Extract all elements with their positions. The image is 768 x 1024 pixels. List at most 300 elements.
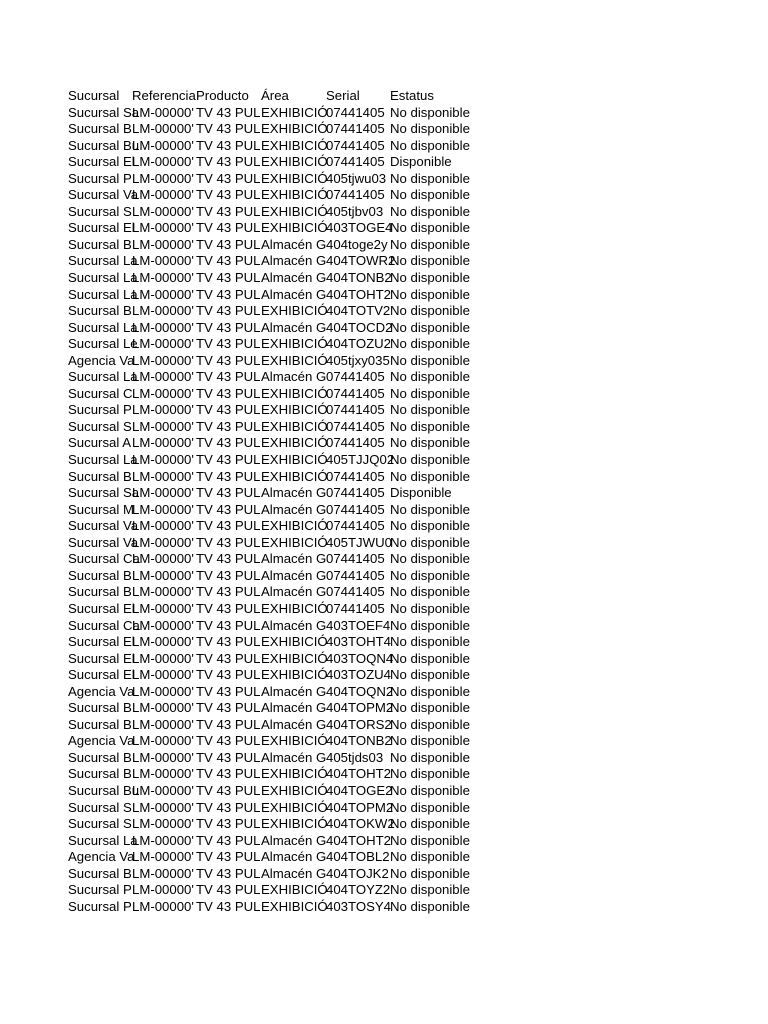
cell-sucursal: Sucursal P [68, 898, 132, 914]
cell-producto: TV 43 PUL [196, 782, 261, 798]
cell-producto: TV 43 PUL [196, 501, 261, 517]
cell-producto: TV 43 PUL [196, 584, 261, 600]
cell-producto: TV 43 PUL [196, 187, 261, 203]
cell-sucursal: Sucursal B [68, 303, 132, 319]
table-row [68, 303, 488, 320]
cell-area: EXHIBICIÓ [261, 650, 328, 666]
table-row [68, 419, 488, 436]
cell-serial: 405tjds03 [326, 749, 384, 765]
cell-sucursal: Agencia Va [68, 683, 135, 699]
cell-serial: 07441405 [326, 501, 385, 517]
cell-serial: 404toge2y [326, 236, 388, 252]
cell-sucursal: Sucursal S [68, 203, 132, 219]
cell-area: EXHIBICIÓ [261, 121, 328, 137]
cell-referencia: LM-00000' [132, 385, 194, 401]
table-row [68, 800, 488, 817]
cell-producto: TV 43 PUL [196, 683, 261, 699]
table-row [68, 469, 488, 486]
cell-producto: TV 43 PUL [196, 435, 261, 451]
cell-area: EXHIBICIÓ [261, 154, 328, 170]
cell-producto: TV 43 PUL [196, 270, 261, 286]
cell-serial: 404TORS2 [326, 716, 392, 732]
cell-referencia: LM-00000' [132, 683, 194, 699]
cell-producto: TV 43 PUL [196, 816, 261, 832]
cell-referencia: LM-00000' [132, 534, 194, 550]
cell-serial: 07441405 [326, 154, 385, 170]
cell-referencia: LM-00000' [132, 865, 194, 881]
cell-sucursal: Sucursal A [68, 435, 132, 451]
table-row [68, 204, 488, 221]
cell-producto: TV 43 PUL [196, 253, 261, 269]
cell-sucursal: Sucursal P [68, 882, 132, 898]
cell-sucursal: Sucursal La [68, 452, 138, 468]
cell-area: Almacén G [261, 584, 327, 600]
cell-serial: 404TOZU2 [326, 336, 391, 352]
cell-sucursal: Sucursal Bu [68, 137, 140, 153]
table-row [68, 154, 488, 171]
cell-serial: 405tjxy035 [326, 352, 390, 368]
table-row [68, 584, 488, 601]
cell-sucursal: Sucursal Ca [68, 551, 140, 567]
cell-sucursal: Agencia Va [68, 849, 135, 865]
cell-sucursal: Sucursal B [68, 716, 132, 732]
cell-estatus: No disponible [390, 882, 470, 898]
cell-sucursal: Sucursal S [68, 418, 132, 434]
cell-producto: TV 43 PUL [196, 600, 261, 616]
cell-serial: 405TJJQ02 [326, 452, 395, 468]
cell-referencia: LM-00000' [132, 749, 194, 765]
cell-serial: 404TOBL2 [326, 849, 390, 865]
cell-estatus: No disponible [390, 418, 470, 434]
table-row [68, 833, 488, 850]
cell-serial: 07441405 [326, 121, 385, 137]
table-row [68, 651, 488, 668]
cell-sucursal: Sucursal El [68, 600, 135, 616]
table-row [68, 435, 488, 452]
cell-referencia: LM-00000' [132, 485, 194, 501]
cell-area: EXHIBICIÓ [261, 187, 328, 203]
cell-estatus: No disponible [390, 319, 470, 335]
table-row [68, 849, 488, 866]
table-row [68, 320, 488, 337]
cell-serial: 404TONB2 [326, 270, 392, 286]
cell-estatus: No disponible [390, 253, 470, 269]
cell-area: Almacén G [261, 319, 327, 335]
cell-estatus: No disponible [390, 385, 470, 401]
cell-producto: TV 43 PUL [196, 385, 261, 401]
cell-serial: 404TOKW2 [326, 816, 395, 832]
cell-serial: 404TOJK2 [326, 865, 389, 881]
cell-referencia: LM-00000' [132, 816, 194, 832]
cell-serial: 404TOPM2 [326, 799, 394, 815]
cell-estatus: No disponible [390, 121, 470, 137]
cell-estatus: No disponible [390, 270, 470, 286]
cell-area: EXHIBICIÓ [261, 534, 328, 550]
cell-producto: TV 43 PUL [196, 799, 261, 815]
cell-sucursal: Sucursal Sa [68, 485, 140, 501]
table-row [68, 551, 488, 568]
cell-producto: TV 43 PUL [196, 766, 261, 782]
header-referencia: Referencia [132, 88, 196, 103]
table-row [68, 816, 488, 833]
table-row [68, 535, 488, 552]
cell-serial: 07441405 [326, 485, 385, 501]
cell-serial: 403TOQN4 [326, 650, 394, 666]
cell-area: EXHIBICIÓ [261, 303, 328, 319]
table-row [68, 253, 488, 270]
cell-area: EXHIBICIÓ [261, 220, 328, 236]
cell-referencia: LM-00000' [132, 898, 194, 914]
cell-area: EXHIBICIÓ [261, 766, 328, 782]
cell-area: EXHIBICIÓ [261, 452, 328, 468]
cell-referencia: LM-00000' [132, 220, 194, 236]
cell-serial: 404TOQN2 [326, 683, 394, 699]
cell-sucursal: Sucursal Bu [68, 782, 140, 798]
cell-producto: TV 43 PUL [196, 286, 261, 302]
cell-serial: 07441405 [326, 385, 385, 401]
cell-estatus: No disponible [390, 799, 470, 815]
cell-sucursal: Sucursal B [68, 236, 132, 252]
cell-area: EXHIBICIÓ [261, 418, 328, 434]
cell-estatus: No disponible [390, 567, 470, 583]
cell-area: Almacén G [261, 253, 327, 269]
table-row [68, 502, 488, 519]
cell-producto: TV 43 PUL [196, 303, 261, 319]
cell-area: EXHIBICIÓ [261, 336, 328, 352]
cell-area: Almacén G [261, 716, 327, 732]
cell-referencia: LM-00000' [132, 832, 194, 848]
cell-referencia: LM-00000' [132, 501, 194, 517]
cell-area: Almacén G [261, 865, 327, 881]
cell-serial: 07441405 [326, 369, 385, 385]
cell-sucursal: Sucursal Sa [68, 104, 140, 120]
cell-serial: 07441405 [326, 435, 385, 451]
cell-referencia: LM-00000' [132, 121, 194, 137]
cell-referencia: LM-00000' [132, 170, 194, 186]
cell-producto: TV 43 PUL [196, 567, 261, 583]
header-area: Área [261, 88, 289, 103]
cell-estatus: No disponible [390, 600, 470, 616]
table-row [68, 750, 488, 767]
table-header [68, 88, 488, 105]
cell-serial: 404TOPM2 [326, 700, 394, 716]
table-row [68, 336, 488, 353]
header-serial: Serial [326, 88, 360, 103]
cell-estatus: No disponible [390, 816, 470, 832]
cell-area: EXHIBICIÓ [261, 385, 328, 401]
cell-area: Almacén G [261, 286, 327, 302]
cell-estatus: No disponible [390, 782, 470, 798]
cell-area: EXHIBICIÓ [261, 898, 328, 914]
cell-serial: 07441405 [326, 584, 385, 600]
table-row [68, 882, 488, 899]
cell-area: EXHIBICIÓ [261, 468, 328, 484]
cell-producto: TV 43 PUL [196, 402, 261, 418]
cell-referencia: LM-00000' [132, 782, 194, 798]
cell-estatus: No disponible [390, 203, 470, 219]
cell-sucursal: Sucursal La [68, 369, 138, 385]
cell-area: EXHIBICIÓ [261, 402, 328, 418]
cell-sucursal: Sucursal El [68, 154, 135, 170]
cell-sucursal: Sucursal M [68, 501, 134, 517]
cell-serial: 404TOWR2 [326, 253, 396, 269]
cell-sucursal: Sucursal B [68, 865, 132, 881]
table-row [68, 601, 488, 618]
cell-sucursal: Agencia Va [68, 733, 135, 749]
cell-estatus: No disponible [390, 733, 470, 749]
cell-referencia: LM-00000' [132, 468, 194, 484]
table-row [68, 402, 488, 419]
cell-estatus: No disponible [390, 634, 470, 650]
cell-estatus: No disponible [390, 435, 470, 451]
cell-referencia: LM-00000' [132, 882, 194, 898]
cell-estatus: No disponible [390, 898, 470, 914]
cell-sucursal: Sucursal La [68, 253, 138, 269]
table-row [68, 866, 488, 883]
cell-producto: TV 43 PUL [196, 220, 261, 236]
cell-referencia: LM-00000' [132, 700, 194, 716]
inventory-table [68, 88, 488, 915]
cell-serial: 07441405 [326, 104, 385, 120]
cell-area: Almacén G [261, 236, 327, 252]
cell-producto: TV 43 PUL [196, 236, 261, 252]
cell-serial: 404TOHT2 [326, 286, 391, 302]
cell-sucursal: Sucursal El [68, 220, 135, 236]
cell-referencia: LM-00000' [132, 667, 194, 683]
header-sucursal: Sucursal [68, 88, 120, 103]
cell-estatus: No disponible [390, 650, 470, 666]
table-row [68, 684, 488, 701]
cell-serial: 404TOYZ2 [326, 882, 391, 898]
table-row [68, 287, 488, 304]
cell-estatus: Disponible [390, 485, 452, 501]
cell-serial: 07441405 [326, 402, 385, 418]
cell-estatus: No disponible [390, 236, 470, 252]
cell-referencia: LM-00000' [132, 650, 194, 666]
table-row [68, 386, 488, 403]
cell-estatus: No disponible [390, 137, 470, 153]
cell-referencia: LM-00000' [132, 600, 194, 616]
cell-area: EXHIBICIÓ [261, 600, 328, 616]
cell-serial: 07441405 [326, 418, 385, 434]
cell-producto: TV 43 PUL [196, 518, 261, 534]
table-row [68, 237, 488, 254]
cell-estatus: No disponible [390, 104, 470, 120]
table-row [68, 717, 488, 734]
cell-serial: 404TOHT2 [326, 766, 391, 782]
cell-area: Almacén G [261, 683, 327, 699]
table-row [68, 733, 488, 750]
cell-referencia: LM-00000' [132, 270, 194, 286]
cell-referencia: LM-00000' [132, 551, 194, 567]
cell-producto: TV 43 PUL [196, 418, 261, 434]
cell-referencia: LM-00000' [132, 518, 194, 534]
cell-estatus: No disponible [390, 452, 470, 468]
cell-area: Almacén G [261, 551, 327, 567]
cell-estatus: No disponible [390, 749, 470, 765]
header-estatus: Estatus [390, 88, 434, 103]
table-row [68, 187, 488, 204]
cell-sucursal: Sucursal La [68, 319, 138, 335]
cell-producto: TV 43 PUL [196, 154, 261, 170]
cell-area: EXHIBICIÓ [261, 352, 328, 368]
cell-estatus: No disponible [390, 849, 470, 865]
cell-producto: TV 43 PUL [196, 485, 261, 501]
cell-serial: 404TOCD2 [326, 319, 393, 335]
cell-serial: 07441405 [326, 468, 385, 484]
cell-sucursal: Sucursal P [68, 402, 132, 418]
cell-estatus: No disponible [390, 187, 470, 203]
cell-estatus: No disponible [390, 220, 470, 236]
cell-serial: 405tjwu03 [326, 170, 387, 186]
cell-referencia: LM-00000' [132, 236, 194, 252]
cell-area: EXHIBICIÓ [261, 634, 328, 650]
cell-sucursal: Sucursal La [68, 832, 138, 848]
cell-producto: TV 43 PUL [196, 203, 261, 219]
table-row [68, 568, 488, 585]
cell-referencia: LM-00000' [132, 402, 194, 418]
cell-producto: TV 43 PUL [196, 336, 261, 352]
table-row [68, 485, 488, 502]
cell-producto: TV 43 PUL [196, 137, 261, 153]
cell-serial: 403TOZU4 [326, 667, 391, 683]
cell-area: EXHIBICIÓ [261, 137, 328, 153]
cell-serial: 07441405 [326, 567, 385, 583]
cell-referencia: LM-00000' [132, 435, 194, 451]
cell-sucursal: Sucursal S [68, 816, 132, 832]
cell-estatus: No disponible [390, 336, 470, 352]
cell-referencia: LM-00000' [132, 716, 194, 732]
cell-estatus: No disponible [390, 716, 470, 732]
table-row [68, 618, 488, 635]
cell-estatus: No disponible [390, 286, 470, 302]
table-row [68, 700, 488, 717]
cell-producto: TV 43 PUL [196, 452, 261, 468]
table-row [68, 121, 488, 138]
cell-producto: TV 43 PUL [196, 534, 261, 550]
cell-serial: 07441405 [326, 551, 385, 567]
cell-producto: TV 43 PUL [196, 468, 261, 484]
cell-serial: 404TOGE2 [326, 782, 393, 798]
cell-producto: TV 43 PUL [196, 882, 261, 898]
cell-estatus: No disponible [390, 865, 470, 881]
cell-area: Almacén G [261, 485, 327, 501]
cell-estatus: No disponible [390, 584, 470, 600]
cell-producto: TV 43 PUL [196, 170, 261, 186]
cell-estatus: No disponible [390, 352, 470, 368]
cell-estatus: No disponible [390, 667, 470, 683]
cell-producto: TV 43 PUL [196, 319, 261, 335]
cell-area: Almacén G [261, 849, 327, 865]
cell-serial: 07441405 [326, 600, 385, 616]
header-producto: Producto [196, 88, 249, 103]
cell-area: EXHIBICIÓ [261, 170, 328, 186]
cell-referencia: LM-00000' [132, 418, 194, 434]
cell-sucursal: Sucursal B [68, 584, 132, 600]
cell-referencia: LM-00000' [132, 799, 194, 815]
cell-sucursal: Sucursal B [68, 567, 132, 583]
cell-producto: TV 43 PUL [196, 551, 261, 567]
cell-serial: 403TOGE4 [326, 220, 393, 236]
table-row [68, 105, 488, 122]
cell-estatus: No disponible [390, 402, 470, 418]
cell-sucursal: Sucursal S [68, 799, 132, 815]
cell-referencia: LM-00000' [132, 154, 194, 170]
cell-area: Almacén G [261, 567, 327, 583]
cell-serial: 403TOSY4 [326, 898, 392, 914]
cell-referencia: LM-00000' [132, 286, 194, 302]
cell-sucursal: Sucursal Va [68, 518, 139, 534]
cell-estatus: No disponible [390, 170, 470, 186]
cell-serial: 404TOHT2 [326, 832, 391, 848]
table-row [68, 518, 488, 535]
cell-serial: 07441405 [326, 518, 385, 534]
cell-serial: 404TOTV2 [326, 303, 391, 319]
cell-sucursal: Sucursal B [68, 700, 132, 716]
cell-area: EXHIBICIÓ [261, 782, 328, 798]
table-row [68, 766, 488, 783]
table-row [68, 270, 488, 287]
cell-producto: TV 43 PUL [196, 733, 261, 749]
cell-estatus: No disponible [390, 518, 470, 534]
table-row [68, 369, 488, 386]
cell-referencia: LM-00000' [132, 137, 194, 153]
cell-area: Almacén G [261, 617, 327, 633]
cell-estatus: No disponible [390, 501, 470, 517]
cell-serial: 403TOHT4 [326, 634, 391, 650]
cell-estatus: No disponible [390, 369, 470, 385]
cell-sucursal: Sucursal B [68, 766, 132, 782]
cell-sucursal: Sucursal El [68, 650, 135, 666]
table-row [68, 353, 488, 370]
cell-referencia: LM-00000' [132, 104, 194, 120]
cell-referencia: LM-00000' [132, 766, 194, 782]
cell-producto: TV 43 PUL [196, 650, 261, 666]
table-row [68, 783, 488, 800]
cell-estatus: No disponible [390, 832, 470, 848]
cell-producto: TV 43 PUL [196, 352, 261, 368]
cell-area: EXHIBICIÓ [261, 733, 328, 749]
cell-serial: 405tjbv03 [326, 203, 384, 219]
cell-sucursal: Sucursal Va [68, 187, 139, 203]
table-row [68, 171, 488, 188]
cell-area: EXHIBICIÓ [261, 203, 328, 219]
cell-area: Almacén G [261, 749, 327, 765]
cell-producto: TV 43 PUL [196, 749, 261, 765]
cell-referencia: LM-00000' [132, 849, 194, 865]
cell-producto: TV 43 PUL [196, 667, 261, 683]
cell-area: EXHIBICIÓ [261, 104, 328, 120]
cell-producto: TV 43 PUL [196, 849, 261, 865]
cell-estatus: No disponible [390, 683, 470, 699]
table-row [68, 667, 488, 684]
cell-area: EXHIBICIÓ [261, 799, 328, 815]
cell-referencia: LM-00000' [132, 303, 194, 319]
cell-area: Almacén G [261, 501, 327, 517]
cell-area: EXHIBICIÓ [261, 435, 328, 451]
cell-sucursal: Sucursal Ca [68, 617, 140, 633]
cell-sucursal: Sucursal La [68, 270, 138, 286]
cell-producto: TV 43 PUL [196, 634, 261, 650]
cell-area: Almacén G [261, 369, 327, 385]
cell-producto: TV 43 PUL [196, 121, 261, 137]
cell-referencia: LM-00000' [132, 617, 194, 633]
cell-referencia: LM-00000' [132, 567, 194, 583]
cell-estatus: Disponible [390, 154, 452, 170]
cell-sucursal: Sucursal Va [68, 534, 139, 550]
cell-referencia: LM-00000' [132, 319, 194, 335]
cell-sucursal: Sucursal B [68, 749, 132, 765]
